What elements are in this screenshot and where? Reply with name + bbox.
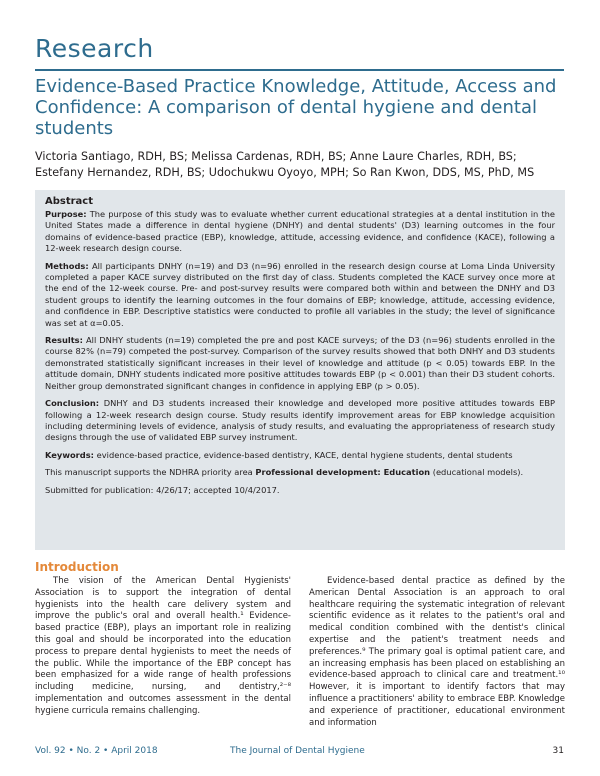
priority-prefix: This manuscript supports the NDHRA priority area [45,467,253,478]
abstract-keywords [45,450,555,461]
section-divider [35,69,564,71]
page-number: 31 [552,746,564,756]
footer-volume: Vol. 92 • No. 2 • April 2018 [35,746,158,756]
keywords-text: evidence-based practice, evidence-based dentistry, KACE, dental hygiene students, dental students [96,449,513,460]
abstract-purpose [45,209,555,255]
article-title: Evidence-Based Practice Knowledge, Attitude, Access and Confidence: A comparison of dental hygiene and dental students [35,76,557,139]
abstract-conclusion [45,398,555,444]
results-label: Results: [45,335,83,346]
introduction-heading: Introduction [35,560,119,574]
purpose-text: The purpose of this study was to evaluate whether current educational strategies at a dental institution in the United States made a difference in dental hygiene (DNHY) and dental students' (D3) learning outcomes in the four domains of evidence-based practice (EBP), knowledge, attitude, accessing evidence, and confidence (KACE), following a 12-week research design course. [45,209,555,254]
abstract-methods [45,261,555,329]
section-label: Research [35,34,154,63]
author-list: Victoria Santiago, RDH, BS; Melissa Cardenas, RDH, BS; Anne Laure Charles, RDH, BS; Estefany Hernandez, RDH, BS; Udochukwu Oyoyo, MPH; So Ran Kwon, DDS, MS, PhD, MS [35,150,535,179]
priority-statement [45,467,555,478]
methods-label: Methods: [45,260,89,271]
abstract-heading: Abstract [45,196,94,207]
priority-area: Professional development: Education [255,467,431,478]
introduction-column-left [35,576,291,718]
submission-dates: Submitted for publication: 4/26/17; accepted 10/4/2017. [45,484,280,495]
conclusion-text: DNHY and D3 students increased their knowledge and developed more positive attitudes towards EBP following a 12-week research design course. Study results identify improvement areas for EBP knowledge acquisition including determining levels of evidence, analysis of study results, and evaluating the appropriateness of research study designs through the use of validated EBP survey instrument. [45,398,556,443]
results-text: All DNHY students (n=19) completed the pre and post KACE surveys; of the D3 (n=96) students enrolled in the course 82% (n=79) competed the post-survey. Comparison of the survey results showed that both DNHY and D3 students demonstrated statistically significant increases in their level of knowledge and attitude (p < 0.05) towards EBP. In the attitude domain, DNHY students indicated more positive attitudes towards EBP (p < 0.001) than their D3 student cohorts. Neither group demonstrated significant changes in confidence in applying EBP (p > 0.05). [45,335,555,391]
footer-journal: The Journal of Dental Hygiene [230,746,365,756]
abstract-box [35,190,565,550]
abstract-results [45,335,555,392]
intro-paragraph-2: Evidence-based dental practice as defined by the American Dental Association is an approach to oral healthcare requiring the systematic integration of relevant scientific evidence as it relates to the patient's oral and medical condition combined with the dentist's clinical expertise and the patient's treatment needs and preferences.⁹ The primary goal is optimal patient care, and an increasing emphasis has been placed on establishing an evidence-based approach to clinical care and treatment.¹⁰ However, it is important to identify factors that may influence a practitioners' ability to embrace EBP. Knowledge and experience of practitioner, educational environment and information [309,576,565,728]
conclusion-label: Conclusion: [45,398,100,409]
priority-suffix: (educational models). [432,467,524,478]
purpose-label: Purpose: [45,209,87,219]
keywords-label: Keywords: [45,449,94,460]
methods-text: All participants DNHY (n=19) and D3 (n=96) enrolled in the research design course at Loma Linda University completed a paper KACE survey distributed on the first day of class. Students completed the KACE survey once more at the end of the 12-week course. Pre- and post-survey results were compared both within and between the DNHY and D3 student groups to identify the learning outcomes in the four domains of EBP; knowledge, attitude, accessing evidence, and confidence in EBP. Descriptive statistics were conducted to profile all variables in the study; the level of significance was set at α=0.05. [45,260,556,328]
introduction-column-right [309,576,565,729]
intro-paragraph-1: The vision of the American Dental Hygienists' Association is to support the integration of dental hygienists into the health care delivery system and improve the public's oral and overall health.¹ Evidence-based practice (EBP), plays an important role in realizing this goal and should be incorporated into the education process to prepare dental hygienists to meet the needs of the public. While the importance of the EBP concept has been emphasized for a wide range of health professions including medicine, nursing, and dentistry,²⁻⁸ implementation and outcomes assessment in the dental hygiene curricula remains challenging. [35,576,291,716]
